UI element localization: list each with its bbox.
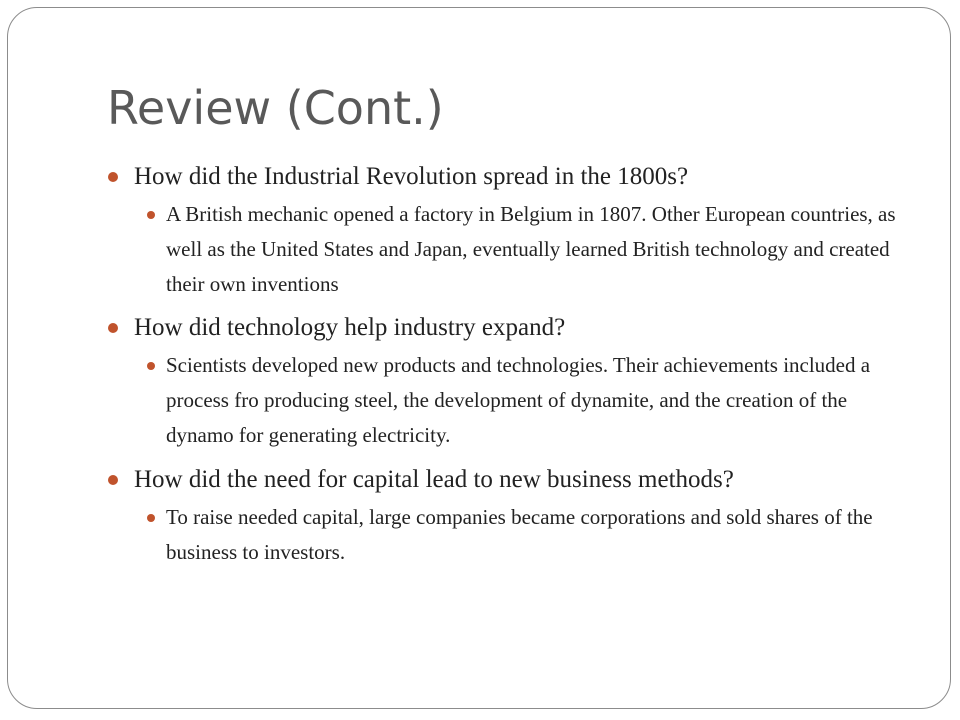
answer-text: A British mechanic opened a factory in Belgium in 1807. Other European countries, as well as the United States and Japan, eventually learned British technology and created their own inventions: [166, 202, 896, 296]
list-item: [106, 310, 906, 453]
bullet-list: [106, 159, 906, 570]
answer-row: [166, 348, 906, 453]
sub-bullet-icon: [147, 211, 155, 219]
answer-text: Scientists developed new products and technologies. Their achievements included a process fro producing steel, the development of dynamite, and the creation of the dynamo for generating electricity.: [166, 353, 871, 447]
bullet-icon: [108, 172, 118, 182]
question-text: How did the Industrial Revolution spread in the 1800s?: [134, 163, 689, 190]
list-item: [106, 462, 906, 570]
list-item: [106, 159, 906, 302]
sub-bullet-icon: [147, 362, 155, 370]
question-row: [106, 159, 906, 195]
sub-bullet-icon: [147, 514, 155, 522]
question-text: How did technology help industry expand?: [134, 314, 566, 341]
answer-row: [166, 500, 906, 570]
bullet-icon: [108, 475, 118, 485]
question-row: [106, 462, 906, 498]
bullet-icon: [108, 323, 118, 333]
slide-title: Review (Cont.): [107, 81, 444, 135]
question-text: How did the need for capital lead to new business methods?: [134, 466, 734, 493]
question-row: [106, 310, 906, 346]
answer-row: [166, 197, 906, 302]
answer-text: To raise needed capital, large companies became corporations and sold shares of the business to investors.: [166, 505, 873, 564]
